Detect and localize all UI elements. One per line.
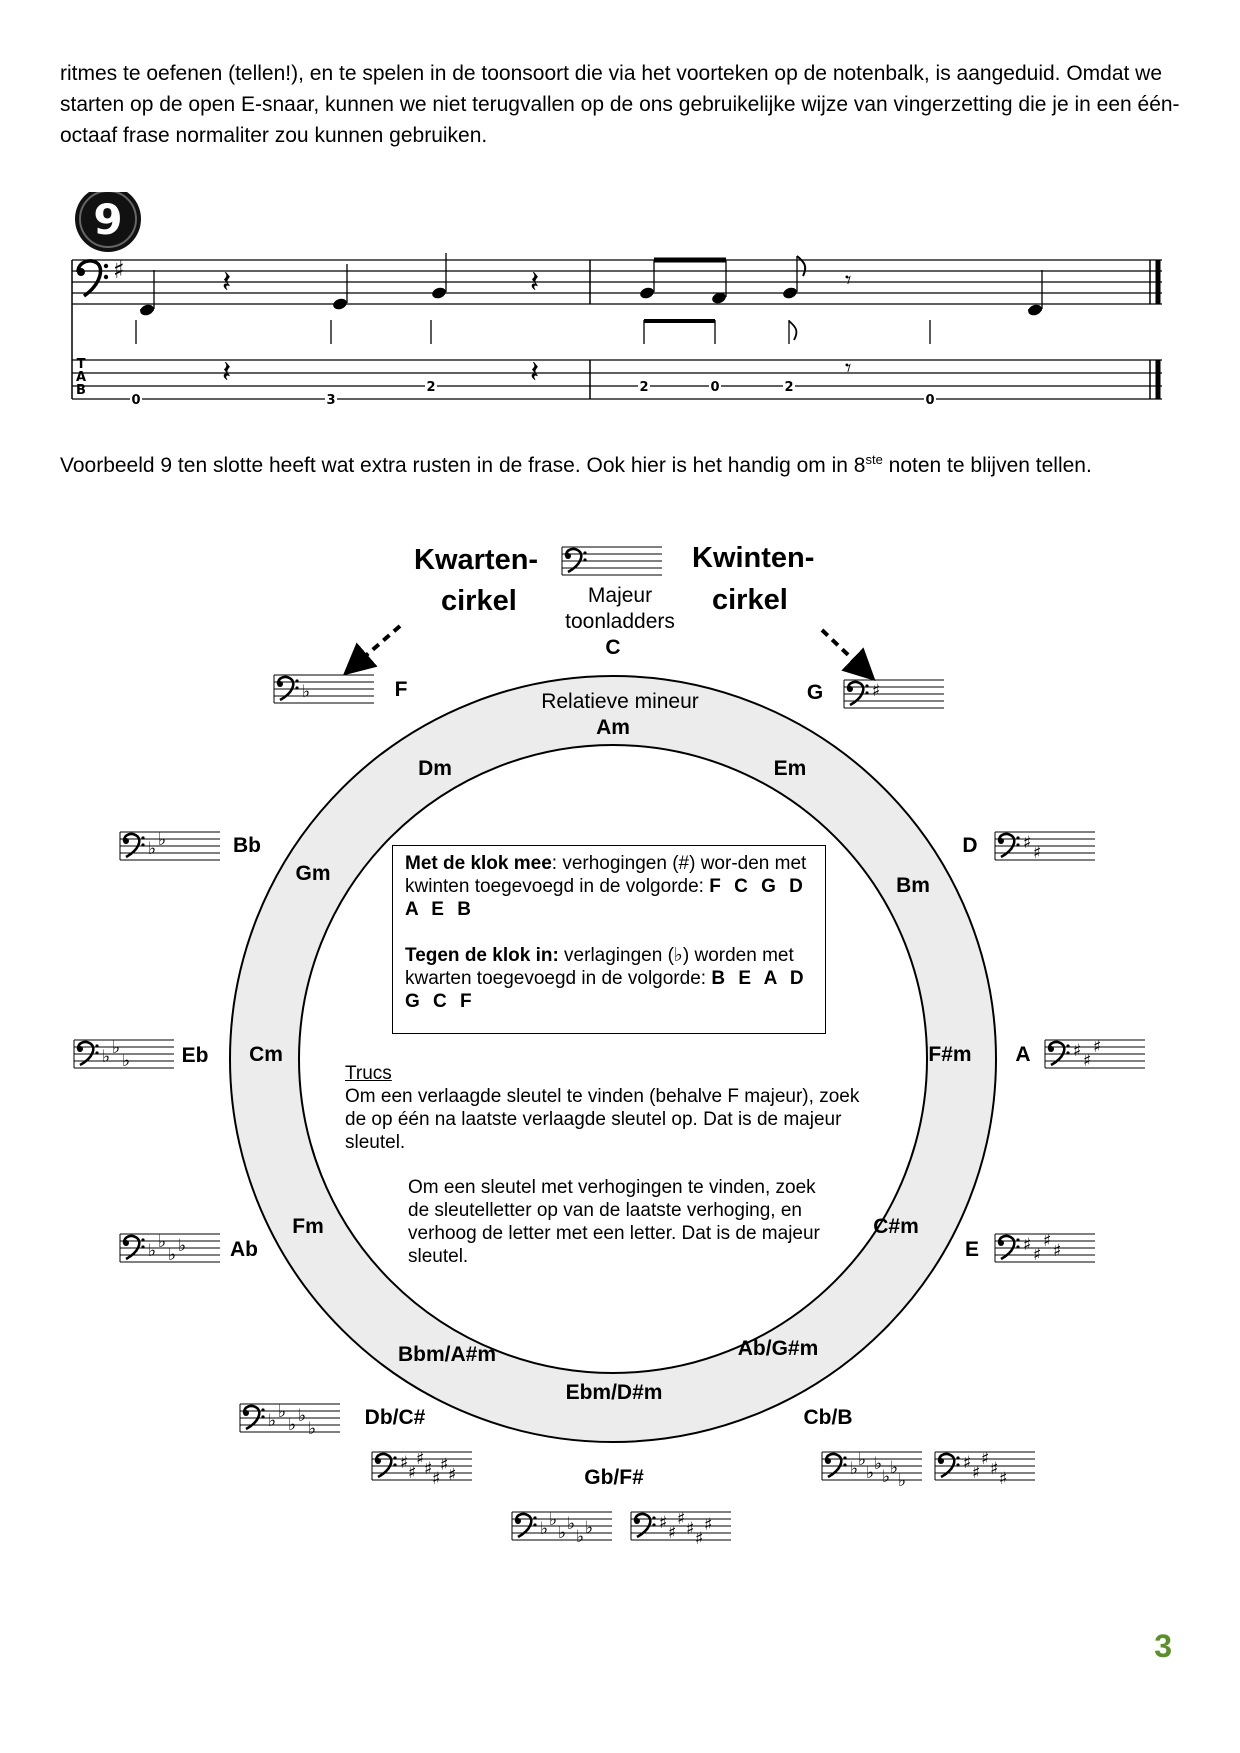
minor-bm: Bm [896,874,930,897]
key-g: G [806,681,824,704]
key-eb: Eb [181,1044,209,1067]
svg-text:♭: ♭ [112,1038,121,1058]
svg-text:♭: ♭ [148,839,157,859]
svg-text:♭: ♭ [585,1518,594,1538]
svg-text:♯: ♯ [990,1459,999,1479]
svg-text:𝄽: 𝄽 [222,355,232,390]
flats-order: B E A D G C F [405,968,808,1012]
minor-fsm: F#m [928,1043,972,1066]
svg-text:♯: ♯ [686,1519,695,1539]
key-cb-b: Cb/B [803,1406,853,1429]
label-toonladders: toonladders [565,610,675,633]
svg-text:0: 0 [925,393,935,408]
page-number: 3 [1154,1628,1172,1664]
key-gb-fs: Gb/F# [584,1466,644,1489]
svg-text:♭: ♭ [122,1051,131,1071]
svg-text:♯: ♯ [695,1529,704,1549]
svg-text:♯: ♯ [440,1455,449,1475]
svg-text:♯: ♯ [872,681,881,701]
key-bb: Bb [233,834,261,857]
svg-text:♯: ♯ [668,1523,677,1543]
svg-text:♯: ♯ [704,1515,713,1535]
svg-text:♭: ♭ [102,1047,111,1067]
svg-text:𝄽: 𝄽 [530,265,540,300]
svg-text:𝄽: 𝄽 [222,265,232,300]
svg-text:T: T [76,357,86,372]
svg-text:♭: ♭ [576,1527,585,1547]
svg-text:2: 2 [639,380,649,395]
svg-text:♭: ♭ [549,1510,558,1530]
minor-csm: C#m [873,1215,919,1238]
svg-text:♯: ♯ [659,1513,668,1533]
key-a: A [1015,1043,1031,1066]
svg-text:♯: ♯ [1023,833,1032,853]
tips-flat-keys: Om een verlaagde sleutel te vinden (behalve F majeur), zoek de op één na laatste verlaagde sleutel op. Dat is de majeur sleutel. [345,1086,860,1153]
key-d: D [962,834,978,857]
svg-text:♭: ♭ [558,1523,567,1543]
minor-ebm-dsm: Ebm/D#m [565,1381,663,1404]
svg-text:♯: ♯ [1073,1041,1082,1061]
svg-text:♭: ♭ [178,1236,187,1256]
svg-text:♭: ♭ [540,1519,549,1539]
minor-dm: Dm [418,757,452,780]
svg-text:♯: ♯ [1043,1231,1052,1251]
label-majeur: Majeur [587,584,653,607]
tips-heading: Trucs [345,1063,392,1084]
key-f: F [394,678,408,701]
svg-text:♯: ♯ [1083,1051,1092,1071]
minor-cm: Cm [249,1043,283,1066]
svg-text:♯: ♯ [999,1469,1008,1489]
svg-text:A: A [75,370,87,385]
svg-text:♯: ♯ [408,1463,417,1483]
svg-text:♯: ♯ [1053,1241,1062,1261]
tips-sharp-keys: Om een sleutel met verhogingen te vinden, zoek de sleutelletter op van de laatste verhoging, en verhoog de letter met een letter. Dat is de majeur sleutel. [408,1177,820,1267]
sharp-sign: ♯ [113,256,125,284]
svg-text:♭: ♭ [278,1402,287,1422]
svg-text:♯: ♯ [1023,1235,1032,1255]
title-kwinten: Kwinten- [692,542,815,574]
svg-text:♭: ♭ [866,1463,875,1483]
svg-text:♯: ♯ [400,1453,409,1473]
example-number: 9 [93,195,123,244]
svg-text:♭: ♭ [268,1411,277,1431]
key-db-cs: Db/C# [364,1406,426,1429]
svg-text:2: 2 [784,380,794,395]
svg-text:♯: ♯ [1033,1245,1042,1265]
counterclockwise-heading: Tegen de klok in: [405,945,559,966]
svg-text:♯: ♯ [963,1453,972,1473]
svg-text:♭: ♭ [168,1245,177,1265]
svg-text:♯: ♯ [1093,1037,1102,1057]
svg-text:♭: ♭ [158,830,167,850]
svg-text:𝄾: 𝄾 [845,354,852,382]
svg-text:♯: ♯ [677,1509,686,1529]
minor-fm: Fm [292,1215,324,1238]
svg-text:♯: ♯ [448,1465,457,1485]
svg-text:𝄾: 𝄾 [845,266,852,294]
svg-text:♭: ♭ [882,1467,891,1487]
svg-text:B: B [76,383,86,398]
minor-em: Em [773,757,807,780]
svg-text:♭: ♭ [302,682,311,702]
minor-ab-gsm: Ab/G#m [737,1337,819,1360]
rules-info-box: Met de klok mee: verhogingen (#) wor-den met kwinten toegevoegd in de volgorde: F C G D A E B Tegen de klok in: verlagingen (♭) worden met kwarten toegevoegd in de volgorde: B E A D G C F [392,845,826,1034]
minor-bbm-asm: Bbm/A#m [397,1343,497,1366]
svg-text:♭: ♭ [148,1241,157,1261]
svg-text:0: 0 [131,393,141,408]
key-c: C [605,636,621,659]
svg-text:♭: ♭ [890,1458,899,1478]
svg-text:♭: ♭ [874,1454,883,1474]
svg-text:♭: ♭ [298,1406,307,1426]
svg-text:♭: ♭ [308,1419,317,1439]
svg-text:♯: ♯ [432,1469,441,1489]
intro-paragraph: ritmes te oefenen (tellen!), en te spelen in de toonsoort die via het voorteken op de notenbalk, is aangeduid. Omdat we starten op de open E-snaar, kunnen we niet terugvallen op de ons gebruikelijke wijze van vingerzetting die je in een één-octaaf frase normaliter zou kunnen gebruiken. [60,62,1180,147]
clockwise-heading: Met de klok mee [405,853,552,874]
svg-text:♭: ♭ [858,1450,867,1470]
svg-text:♭: ♭ [288,1415,297,1435]
svg-text:2: 2 [426,380,436,395]
svg-text:♯: ♯ [1033,843,1042,863]
svg-text:♯: ♯ [972,1463,981,1483]
svg-text:♭: ♭ [567,1514,576,1534]
minor-gm: Gm [295,862,331,885]
title-kwarten-cirkel: cirkel [441,585,517,617]
key-ab: Ab [230,1238,258,1261]
svg-text:0: 0 [710,380,720,395]
title-kwarten: Kwarten- [414,544,539,576]
svg-text:𝄽: 𝄽 [530,355,540,390]
svg-text:♯: ♯ [424,1459,433,1479]
title-kwinten-cirkel: cirkel [712,584,788,616]
sharps-order: F C G D A E B [405,876,807,920]
example-description: Voorbeeld 9 ten slotte heeft wat extra rusten in de frase. Ook hier is het handig om in 8ste noten te blijven tellen. [60,452,1092,477]
svg-text:3: 3 [326,393,336,408]
svg-text:♭: ♭ [850,1459,859,1479]
svg-text:♯: ♯ [981,1449,990,1469]
svg-text:♭: ♭ [898,1471,907,1491]
label-relatieve-mineur: Relatieve mineur [541,690,699,713]
minor-am: Am [596,716,630,739]
svg-text:♭: ♭ [158,1232,167,1252]
key-e: E [964,1238,980,1261]
svg-text:♯: ♯ [416,1449,425,1469]
